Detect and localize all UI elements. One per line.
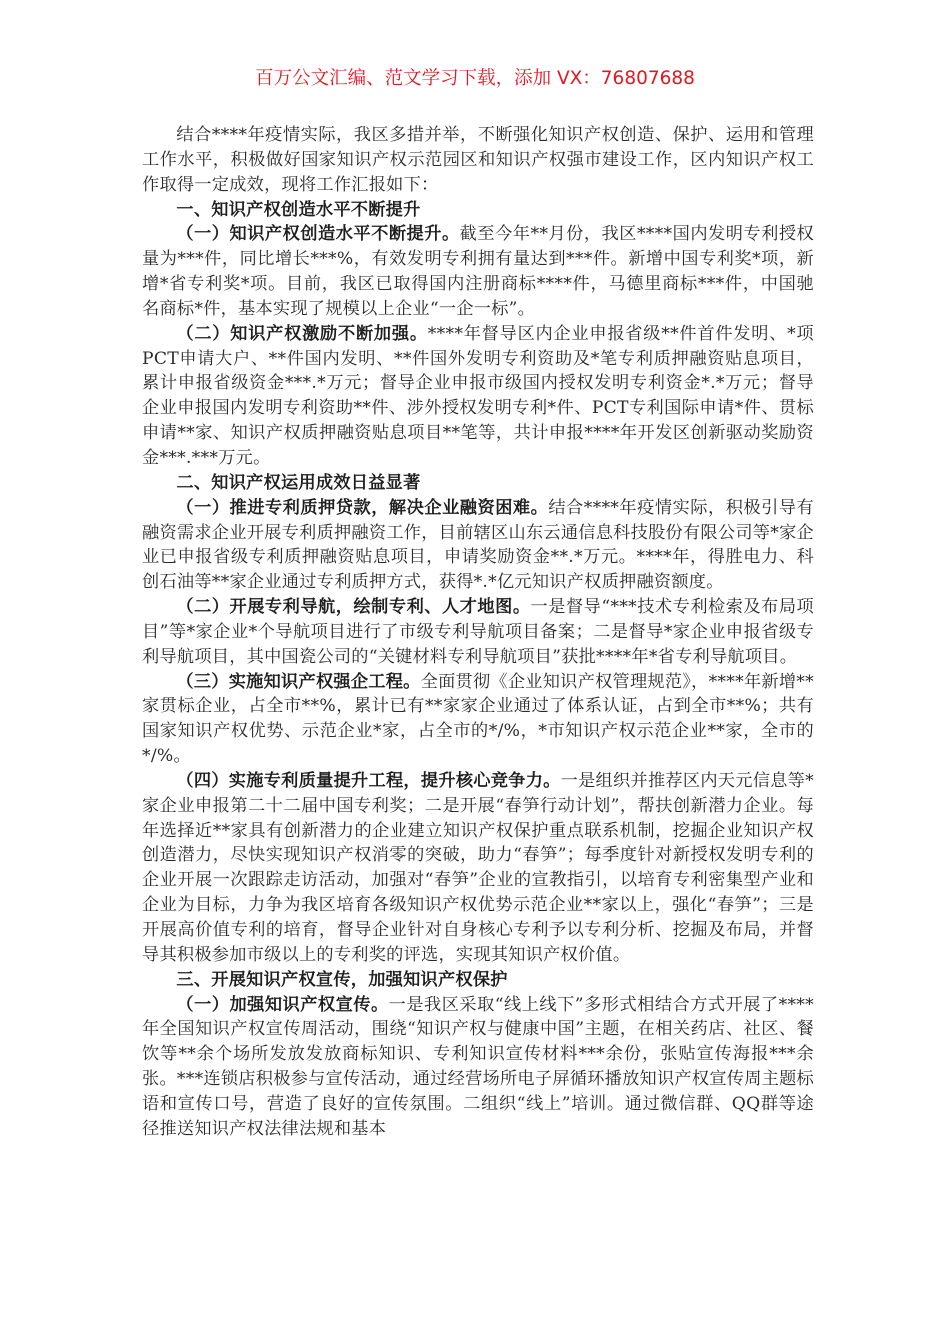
paragraph-2-4 xyxy=(142,769,814,968)
paragraph-text: 一是我区采取“线上线下”多形式相结合方式开展了****年全国知识产权宣传周活动，围绕“知识产权与健康中国”主题，在相关药店、社区、餐饮等**余个场所发放发放商标知识、专利知识宣传材料***余份，张贴宣传海报***余张。***连锁店积极参与宣传活动，通过经营场所电子屏循环播放知识产权宣传周主题标语和宣传口号，营造了良好的宣传氛围。二组织“线上”培训。通过微信群、QQ群等途径推送知识产权法律法规和基本 xyxy=(142,994,814,1139)
paragraph-lead: （四）实施专利质量提升工程，提升核心竞争力。 xyxy=(176,770,561,791)
paragraph-lead: （二）开展专利导航，绘制专利、人才地图。 xyxy=(176,597,531,618)
paragraph-lead: （一）推进专利质押贷款，解决企业融资困难。 xyxy=(176,497,549,518)
paragraph-lead: （一）知识产权创造水平不断提升。 xyxy=(176,224,460,245)
section-heading-3: 三、开展知识产权宣传，加强知识产权保护 xyxy=(176,969,508,990)
paragraph-3-1 xyxy=(142,993,814,1142)
paragraph-2-2 xyxy=(142,595,814,670)
paragraph-lead: （二）知识产权激励不断加强。 xyxy=(176,323,428,344)
paragraph-lead: （三）实施知识产权强企工程。 xyxy=(176,671,421,692)
paragraph-text: 一是督导“***技术专利检索及布局项目”等*家企业*个导航项目进行了市级专利导航项目备案；二是督导*家企业申报省级专利导航项目，其中国瓷公司的“关键材料专利导航项目”获批****年*省专利导航项目。 xyxy=(142,597,814,667)
paragraph-lead: （一）加强知识产权宣传。 xyxy=(176,994,389,1015)
paragraph-1-2 xyxy=(142,322,814,471)
watermark-banner: 百万公文汇编、范文学习下载，添加 VX：76807688 xyxy=(255,68,695,89)
section-heading-2: 二、知识产权运用成效日益显著 xyxy=(176,472,421,493)
paragraph-2-1 xyxy=(142,496,814,595)
paragraph-2-3 xyxy=(142,670,814,769)
intro-paragraph: 结合****年疫情实际，我区多措并举，不断强化知识产权创造、保护、运用和管理工作水平，积极做好国家知识产权示范园区和知识产权强市建设工作，区内知识产权工作取得一定成效，现将工作汇报如下： xyxy=(142,125,814,195)
paragraph-1-1 xyxy=(142,222,814,321)
paragraph-text: 一是组织并推荐区内天元信息等*家企业申报第二十二届中国专利奖；二是开展“春笋行动计划”，帮扶创新潜力企业。每年选择近**家具有创新潜力的企业建立知识产权保护重点联系机制，挖掘企业知识产权创造潜力，尽快实现知识产权消零的突破，助力“春笋”；每季度针对新授权发明专利的企业开展一次跟踪走访活动，加强对“春笋”企业的宣教指引，以培育专利密集型产业和企业为目标，力争为我区培育各级知识产权优势示范企业**家以上，强化“春笋”；三是开展高价值专利的培育，督导企业针对自身核心专利予以专利分析、挖掘及布局，并督导其积极参加市级以上的专利奖的评选，实现其知识产权价值。 xyxy=(142,770,814,965)
document-body xyxy=(142,123,814,1142)
paragraph-text: 结合****年疫情实际，积极引导有融资需求企业开展专利质押融资工作，目前辖区山东云通信息科技股份有限公司等*家企业已申报省级专利质押融资贴息项目，申请奖励资金**.*万元。****年，得胜电力、科创石油等**家企业通过专利质押方式，获得*.*亿元知识产权质押融资额度。 xyxy=(142,497,814,593)
paragraph-text: 全面贯彻《企业知识产权管理规范》，****年新增**家贯标企业，占全市**%，累计已有**家家企业通过了体系认证，占到全市**%；共有国家知识产权优势、示范企业*家，占全市的*/%，*市知识产权示范企业**家，全市的*/%。 xyxy=(142,671,814,767)
paragraph-text: 截至今年**月份，我区****国内发明专利授权量为***件，同比增长***%，有效发明专利拥有量达到***件。新增中国专利奖*项，新增*省专利奖*项。目前，我区已取得国内注册商标****件，马德里商标***件，中国驰名商标*件，基本实现了规模以上企业“一企一标”。 xyxy=(142,224,814,319)
section-heading-1: 一、知识产权创造水平不断提升 xyxy=(176,199,421,220)
paragraph-text: ****年督导区内企业申报省级**件首件发明、*项PCT申请大户、**件国内发明、**件国外发明专利资助及*笔专利质押融资贴息项目，累计申报省级资金***.*万元；督导企业申报市级国内授权发明专利资金*.*万元；督导企业申报国内发明专利资助**件、涉外授权发明专利*件、PCT专利国际申请*件、贯标申请**家、知识产权质押融资贴息项目**笔等，共计申报****年开发区创新驱动奖励资金***.***万元。 xyxy=(142,323,814,468)
